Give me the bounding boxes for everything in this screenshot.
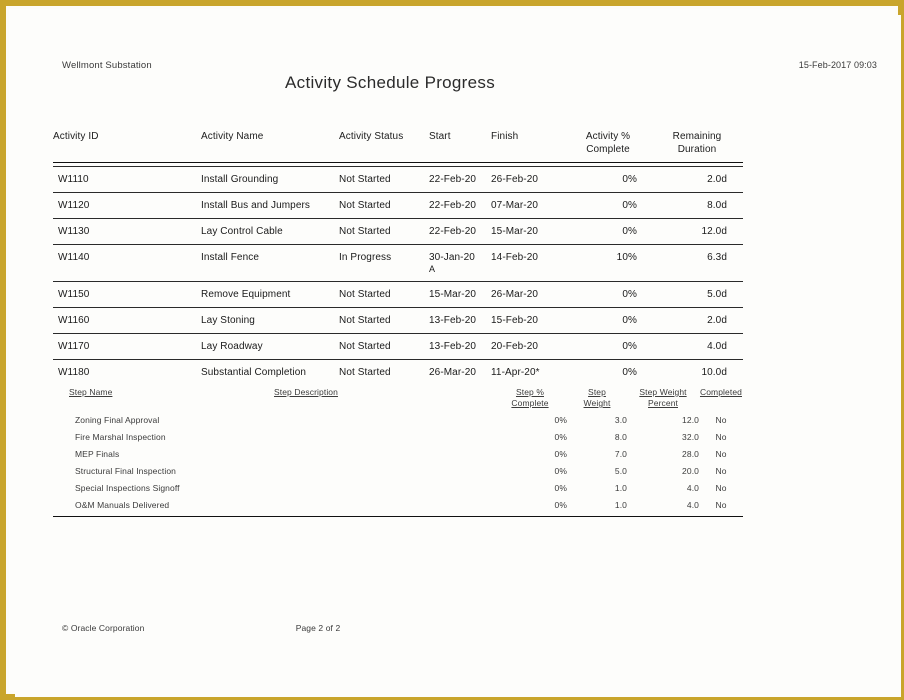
cell-step-pct-complete: 0% — [554, 483, 567, 493]
cell-start-date: 30-Jan-20 — [429, 252, 475, 263]
cell-finish: 20-Feb-20 — [491, 341, 539, 352]
cell-step-description — [258, 499, 493, 511]
cell-start — [429, 289, 491, 301]
cell-start — [429, 200, 491, 212]
report-header — [15, 15, 901, 92]
page-title: Activity Schedule Progress — [285, 73, 495, 92]
column-header-step-weight — [567, 387, 627, 409]
cell-activity-name: Remove Equipment — [201, 289, 291, 300]
cell-start — [429, 341, 491, 353]
cell-activity-status: Not Started — [339, 341, 391, 352]
table-bottom-rule — [53, 516, 743, 517]
step-row[interactable] — [53, 445, 743, 462]
cell-remaining-duration: 2.0d — [707, 174, 727, 185]
cell-activity-status: Not Started — [339, 367, 391, 378]
cell-activity-id: W1170 — [58, 341, 90, 352]
cell-activity-status: In Progress — [339, 252, 392, 263]
report-sheet — [15, 15, 901, 697]
cell-finish: 11-Apr-20* — [491, 367, 540, 378]
cell-activity-id: W1130 — [58, 226, 90, 237]
cell-step-weight: 8.0 — [614, 432, 627, 442]
column-header-step-weight-line2: Weight — [583, 398, 611, 408]
cell-finish: 26-Mar-20 — [491, 289, 539, 300]
cell-activity-id: W1160 — [58, 315, 90, 326]
cell-step-completed: No — [715, 432, 727, 442]
cell-activity-name: Install Fence — [201, 252, 259, 263]
cell-step-name: Structural Final Inspection — [75, 466, 176, 476]
column-header-step-description — [258, 387, 493, 409]
cell-step-completed: No — [715, 466, 727, 476]
cell-finish: 26-Feb-20 — [491, 174, 539, 185]
column-header-activity-status: Activity Status — [339, 131, 404, 142]
cell-start-actual-flag: A — [429, 264, 436, 274]
step-row[interactable] — [53, 479, 743, 496]
cell-start-date: 15-Mar-20 — [429, 289, 477, 300]
cell-start-date: 22-Feb-20 — [429, 174, 477, 185]
cell-remaining-duration: 8.0d — [707, 200, 727, 211]
cell-start-date: 22-Feb-20 — [429, 200, 477, 211]
cell-step-weight-percent: 28.0 — [682, 449, 699, 459]
cell-start — [429, 174, 491, 186]
cell-activity-id: W1150 — [58, 289, 90, 300]
cell-step-completed: No — [715, 415, 727, 425]
step-row[interactable] — [53, 496, 743, 513]
cell-remaining-duration: 2.0d — [707, 315, 727, 326]
cell-activity-status: Not Started — [339, 226, 391, 237]
column-header-step-weight-percent — [627, 387, 699, 409]
cell-step-weight: 7.0 — [614, 449, 627, 459]
column-header-activity-pct-complete-line1: Activity % — [585, 131, 631, 142]
cell-finish: 15-Feb-20 — [491, 315, 539, 326]
cell-start — [429, 252, 491, 275]
cell-activity-pct-complete: 0% — [622, 226, 637, 237]
table-row[interactable] — [53, 334, 743, 359]
cell-step-pct-complete: 0% — [554, 449, 567, 459]
cell-activity-pct-complete: 0% — [622, 174, 637, 185]
column-header-step-completed — [699, 387, 743, 409]
cell-step-weight: 1.0 — [614, 483, 627, 493]
cell-step-weight: 5.0 — [614, 466, 627, 476]
cell-start — [429, 315, 491, 327]
table-row[interactable] — [53, 245, 743, 281]
cell-activity-name: Lay Control Cable — [201, 226, 283, 237]
cell-activity-status: Not Started — [339, 315, 391, 326]
table-row[interactable] — [53, 193, 743, 218]
column-header-step-pct-complete — [493, 387, 567, 409]
step-row[interactable] — [53, 411, 743, 428]
activity-steps-table — [53, 387, 743, 513]
column-header-activity-name: Activity Name — [201, 131, 264, 142]
cell-step-name: MEP Finals — [75, 449, 120, 459]
cell-step-description — [258, 431, 493, 443]
column-header-step-pct-complete-line1: Step % — [515, 387, 544, 397]
column-header-step-description-line1: Step Description — [274, 387, 338, 397]
cell-step-weight-percent: 4.0 — [686, 483, 699, 493]
cell-step-completed: No — [715, 500, 727, 510]
cell-activity-pct-complete: 0% — [622, 315, 637, 326]
table-body — [53, 167, 743, 513]
cell-remaining-duration: 6.3d — [707, 252, 727, 263]
cell-step-weight-percent: 32.0 — [682, 432, 699, 442]
column-header-step-name-line1: Step Name — [69, 387, 113, 397]
cell-step-description — [258, 414, 493, 426]
cell-remaining-duration: 4.0d — [707, 341, 727, 352]
cell-step-pct-complete: 0% — [554, 466, 567, 476]
cell-step-description — [258, 482, 493, 494]
project-name: Wellmont Substation — [62, 60, 152, 71]
cell-activity-id: W1120 — [58, 200, 90, 211]
cell-start-date: 13-Feb-20 — [429, 341, 477, 352]
cell-finish: 14-Feb-20 — [491, 252, 539, 263]
cell-finish: 15-Mar-20 — [491, 226, 539, 237]
header-rule — [53, 162, 743, 163]
cell-activity-pct-complete: 10% — [616, 252, 637, 263]
column-header-remaining-duration-line1: Remaining — [672, 131, 722, 142]
cell-step-pct-complete: 0% — [554, 500, 567, 510]
cell-finish: 07-Mar-20 — [491, 200, 539, 211]
cell-start-date: 13-Feb-20 — [429, 315, 477, 326]
cell-step-description — [258, 448, 493, 460]
cell-step-pct-complete: 0% — [554, 432, 567, 442]
table-row[interactable] — [53, 167, 743, 192]
cell-step-weight-percent: 12.0 — [682, 415, 699, 425]
column-header-step-weight-line1: Step — [588, 387, 606, 397]
column-header-activity-id: Activity ID — [53, 131, 99, 142]
cell-activity-status: Not Started — [339, 289, 391, 300]
activity-schedule-table — [53, 130, 743, 517]
column-header-step-weight-percent-line1: Step Weight — [639, 387, 687, 397]
column-header-start: Start — [429, 131, 451, 142]
step-row[interactable] — [53, 462, 743, 479]
cell-activity-name: Install Bus and Jumpers — [201, 200, 311, 211]
cell-activity-status: Not Started — [339, 174, 391, 185]
cell-activity-name: Substantial Completion — [201, 367, 307, 378]
column-header-step-name — [53, 387, 258, 409]
cell-step-weight-percent: 20.0 — [682, 466, 699, 476]
table-row[interactable] — [53, 360, 743, 385]
column-header-step-completed-line1: Completed — [699, 387, 742, 397]
cell-activity-pct-complete: 0% — [622, 200, 637, 211]
cell-activity-id: W1140 — [58, 252, 90, 263]
copyright-notice: © Oracle Corporation — [62, 623, 145, 633]
cell-activity-status: Not Started — [339, 200, 391, 211]
cell-step-pct-complete: 0% — [554, 415, 567, 425]
cell-step-weight-percent: 4.0 — [686, 500, 699, 510]
page-indicator: Page 2 of 2 — [295, 623, 341, 633]
cell-step-name: Special Inspections Signoff — [75, 483, 180, 493]
cell-step-weight: 3.0 — [614, 415, 627, 425]
column-header-activity-pct-complete — [563, 130, 653, 156]
cell-start-date: 26-Mar-20 — [429, 367, 477, 378]
cell-activity-pct-complete: 0% — [622, 289, 637, 300]
cell-start — [429, 226, 491, 238]
cell-start-date: 22-Feb-20 — [429, 226, 477, 237]
column-header-step-weight-percent-line2: Percent — [648, 398, 678, 408]
cell-activity-pct-complete: 0% — [622, 367, 637, 378]
column-header-remaining-duration — [653, 130, 741, 156]
cell-remaining-duration: 10.0d — [701, 367, 727, 378]
cell-remaining-duration: 5.0d — [707, 289, 727, 300]
cell-step-name: O&M Manuals Delivered — [75, 500, 170, 510]
cell-start — [429, 367, 491, 379]
cell-step-weight: 1.0 — [614, 500, 627, 510]
cell-activity-name: Lay Stoning — [201, 315, 255, 326]
cell-step-name: Fire Marshal Inspection — [75, 432, 166, 442]
cell-step-name: Zoning Final Approval — [75, 415, 160, 425]
cell-activity-name: Lay Roadway — [201, 341, 263, 352]
column-header-remaining-duration-line2: Duration — [677, 144, 717, 155]
cell-activity-name: Install Grounding — [201, 174, 279, 185]
cell-step-description — [258, 465, 493, 477]
column-header-step-pct-complete-line2: Complete — [511, 398, 549, 408]
table-row[interactable] — [53, 219, 743, 244]
table-header-row — [53, 130, 743, 162]
table-row[interactable] — [53, 308, 743, 333]
background-watermark — [57, 660, 61, 672]
report-datestamp: 15-Feb-2017 09:03 — [798, 60, 877, 70]
step-row[interactable] — [53, 428, 743, 445]
cell-remaining-duration: 12.0d — [701, 226, 727, 237]
cell-activity-id: W1180 — [58, 367, 90, 378]
cell-step-completed: No — [715, 449, 727, 459]
cell-activity-id: W1110 — [58, 174, 89, 185]
cell-activity-pct-complete: 0% — [622, 341, 637, 352]
column-header-finish: Finish — [491, 131, 519, 142]
steps-header-row — [53, 387, 743, 411]
cell-step-completed: No — [715, 483, 727, 493]
table-row[interactable] — [53, 282, 743, 307]
column-header-activity-pct-complete-line2: Complete — [586, 144, 630, 155]
